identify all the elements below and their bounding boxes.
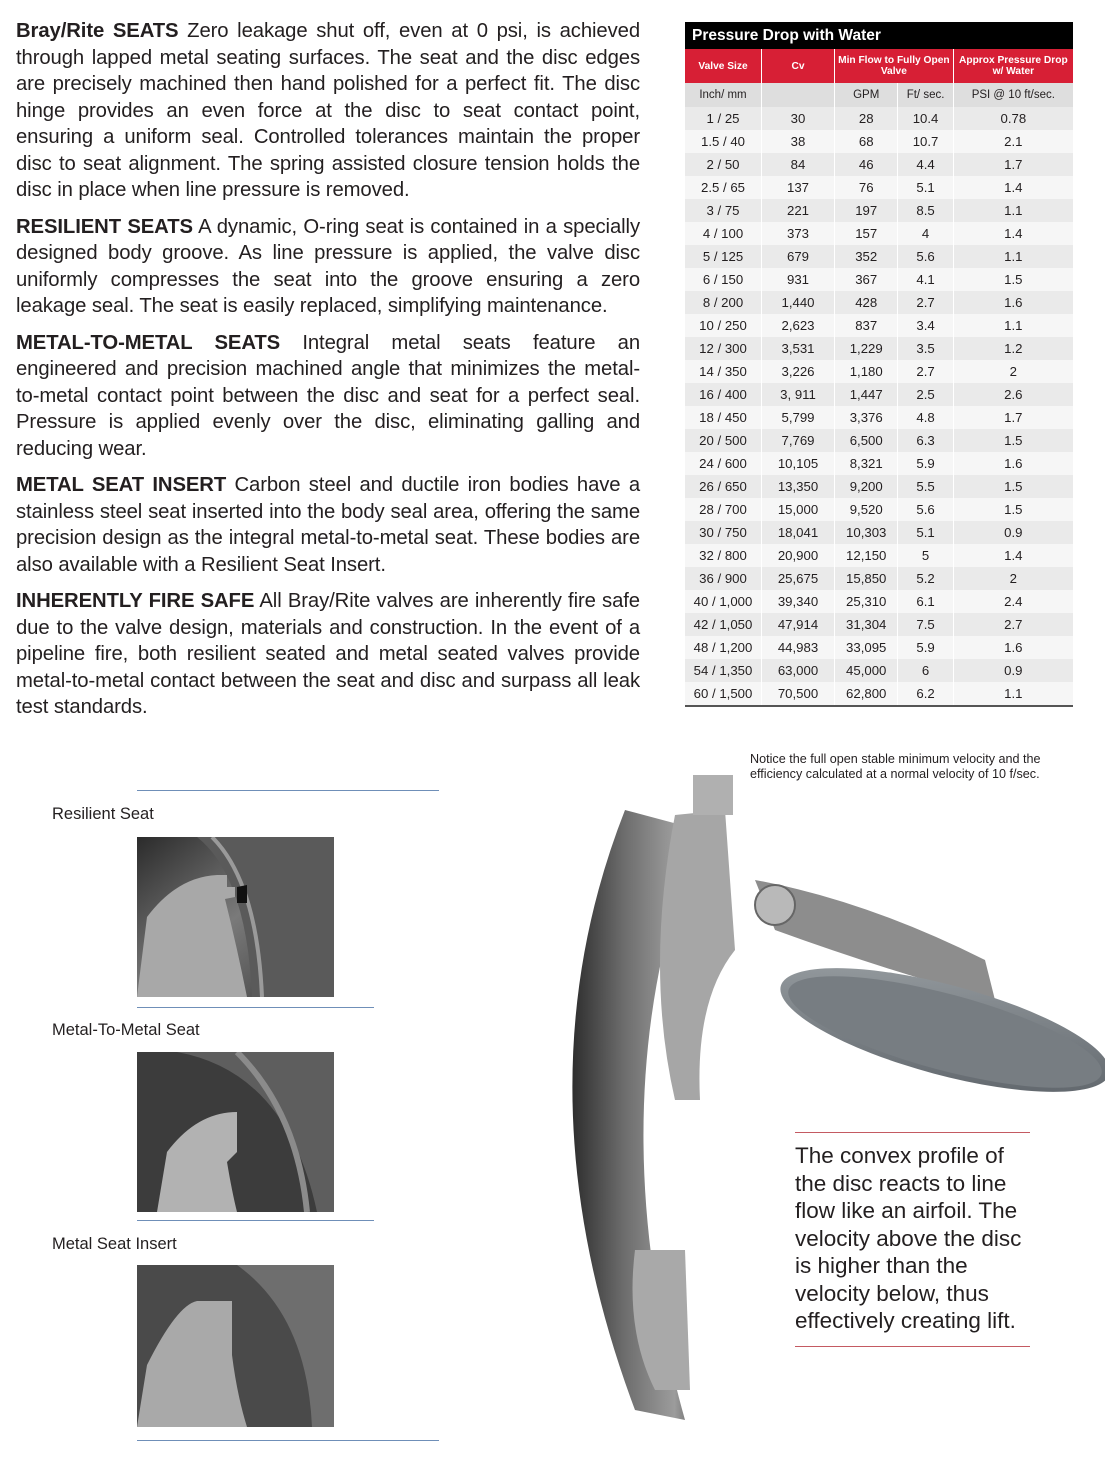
table-cell: 1.5 / 40: [685, 130, 762, 153]
table-cell: 1,180: [835, 360, 898, 383]
table-cell: 48 / 1,200: [685, 636, 762, 659]
table-cell: 5.6: [898, 498, 953, 521]
header-cv: Cv: [762, 49, 835, 83]
table-cell: 10,303: [835, 521, 898, 544]
table-cell: 5.5: [898, 475, 953, 498]
header-min-flow: Min Flow to Fully Open Valve: [835, 49, 954, 83]
divider-rule: [137, 790, 439, 791]
table-cell: 1,440: [762, 291, 835, 314]
table-cell: 5.1: [898, 521, 953, 544]
table-cell: 5.9: [898, 452, 953, 475]
table-row: [685, 130, 1073, 153]
table-title: Pressure Drop with Water: [685, 22, 1073, 49]
table-cell: 25,310: [835, 590, 898, 613]
table-cell: 3, 911: [762, 383, 835, 406]
table-cell: 6: [898, 659, 953, 682]
divider-rule: [137, 1440, 439, 1441]
table-cell: 221: [762, 199, 835, 222]
unit-cell: PSI @ 10 ft/sec.: [953, 83, 1073, 107]
table-cell: 5.9: [898, 636, 953, 659]
table-row: [685, 153, 1073, 176]
table-cell: 2,623: [762, 314, 835, 337]
table-cell: 0.78: [953, 107, 1073, 130]
resilient-seat-image: [137, 837, 334, 997]
table-cell: 4.1: [898, 268, 953, 291]
table-cell: 44,983: [762, 636, 835, 659]
table-row: [685, 475, 1073, 498]
header-valve-size: Valve Size: [685, 49, 762, 83]
table-cell: 32 / 800: [685, 544, 762, 567]
table-cell: 1.1: [953, 314, 1073, 337]
table-cell: 14 / 350: [685, 360, 762, 383]
table-cell: 24 / 600: [685, 452, 762, 475]
table-cell: 1,447: [835, 383, 898, 406]
table-cell: 2.5: [898, 383, 953, 406]
body-text: Carbon steel and ductile iron bodies have a stainless steel seat inserted into the body seal area, offering the same precision design as the integral metal-to-metal seat. These bodies are also available with a Resilient Seat Insert.: [16, 474, 641, 576]
table-cell: 5,799: [762, 406, 835, 429]
table-row: [685, 659, 1073, 682]
table-cell: 352: [835, 245, 898, 268]
table-cell: 7.5: [898, 613, 953, 636]
table-cell: 42 / 1,050: [685, 613, 762, 636]
table-row: [685, 222, 1073, 245]
table-cell: 1.7: [953, 153, 1073, 176]
paragraph-fire-safe: [16, 588, 640, 721]
table-cell: 1.5: [953, 268, 1073, 291]
data-table: [685, 49, 1073, 707]
table-cell: 5.1: [898, 176, 953, 199]
table-cell: 3.4: [898, 314, 953, 337]
inset-label-metal-to-metal: Metal-To-Metal Seat: [52, 1021, 200, 1039]
table-cell: 2.4: [953, 590, 1073, 613]
table-cell: 931: [762, 268, 835, 291]
table-cell: 2.5 / 65: [685, 176, 762, 199]
table-cell: 3 / 75: [685, 199, 762, 222]
table-cell: 30 / 750: [685, 521, 762, 544]
table-row: [685, 613, 1073, 636]
table-cell: 4: [898, 222, 953, 245]
table-cell: 15,850: [835, 567, 898, 590]
table-cell: 1.5: [953, 475, 1073, 498]
table-cell: 197: [835, 199, 898, 222]
table-cell: 9,200: [835, 475, 898, 498]
table-cell: 1 / 25: [685, 107, 762, 130]
table-cell: 4 / 100: [685, 222, 762, 245]
table-row: [685, 544, 1073, 567]
table-cell: 33,095: [835, 636, 898, 659]
table-cell: 373: [762, 222, 835, 245]
table-cell: 3.5: [898, 337, 953, 360]
table-cell: 30: [762, 107, 835, 130]
table-cell: 7,769: [762, 429, 835, 452]
table-cell: 8 / 200: [685, 291, 762, 314]
table-header-row: [685, 49, 1073, 83]
table-cell: 1,229: [835, 337, 898, 360]
heading: RESILIENT SEATS: [16, 215, 193, 238]
pressure-drop-table: [685, 22, 1073, 707]
table-cell: 38: [762, 130, 835, 153]
table-note: Notice the full open stable minimum velocity and the efficiency calculated at a normal velocity of 10 f/sec.: [750, 752, 1041, 781]
table-row: [685, 521, 1073, 544]
table-cell: 16 / 400: [685, 383, 762, 406]
table-cell: 31,304: [835, 613, 898, 636]
table-cell: 2: [953, 360, 1073, 383]
table-cell: 5.6: [898, 245, 953, 268]
table-cell: 10,105: [762, 452, 835, 475]
table-cell: 5 / 125: [685, 245, 762, 268]
heading: Bray/Rite SEATS: [16, 20, 179, 42]
table-row: [685, 107, 1073, 130]
table-row: [685, 268, 1073, 291]
table-cell: 63,000: [762, 659, 835, 682]
table-cell: 54 / 1,350: [685, 659, 762, 682]
table-cell: 12 / 300: [685, 337, 762, 360]
heading: METAL-TO-METAL SEATS: [16, 331, 281, 354]
table-cell: 2: [953, 567, 1073, 590]
table-cell: 5.2: [898, 567, 953, 590]
table-cell: 20 / 500: [685, 429, 762, 452]
table-cell: 20,900: [762, 544, 835, 567]
table-cell: 10 / 250: [685, 314, 762, 337]
table-cell: 28: [835, 107, 898, 130]
table-cell: 0.9: [953, 521, 1073, 544]
check-valve-cutaway-image: [525, 770, 1105, 1460]
table-cell: 8,321: [835, 452, 898, 475]
table-cell: 1.1: [953, 199, 1073, 222]
paragraph-bray-rite-seats: [16, 18, 640, 204]
table-row: [685, 245, 1073, 268]
table-cell: 62,800: [835, 682, 898, 706]
unit-cell: Ft/ sec.: [898, 83, 953, 107]
table-cell: 1.4: [953, 222, 1073, 245]
metal-seat-insert-image: [137, 1265, 334, 1427]
table-cell: 157: [835, 222, 898, 245]
table-row: [685, 590, 1073, 613]
heading: METAL SEAT INSERT: [16, 474, 227, 496]
table-cell: 428: [835, 291, 898, 314]
table-cell: 28 / 700: [685, 498, 762, 521]
table-cell: 2.7: [898, 360, 953, 383]
table-cell: 2.7: [953, 613, 1073, 636]
table-row: [685, 636, 1073, 659]
table-cell: 6.1: [898, 590, 953, 613]
unit-cell: GPM: [835, 83, 898, 107]
body-text: All Bray/Rite valves are inherently fire safe due to the valve design, materials and construction. In the event of a pipeline fire, both resilient seated and metal seated valves provide metal-to-metal contact between the seat and disc and surpass all leak test standards.: [16, 590, 640, 718]
table-cell: 367: [835, 268, 898, 291]
table-cell: 18 / 450: [685, 406, 762, 429]
table-cell: 10.4: [898, 107, 953, 130]
table-row: [685, 567, 1073, 590]
table-cell: 45,000: [835, 659, 898, 682]
table-cell: 26 / 650: [685, 475, 762, 498]
table-cell: 2.7: [898, 291, 953, 314]
table-row: [685, 383, 1073, 406]
table-cell: 10.7: [898, 130, 953, 153]
units-row: [685, 83, 1073, 107]
airfoil-callout: The convex profile of the disc reacts to line flow like an airfoil. The velocity above the disc is higher than the velocity below, thus effectively creating lift.: [795, 1143, 1022, 1333]
table-cell: 837: [835, 314, 898, 337]
table-cell: 12,150: [835, 544, 898, 567]
table-cell: 5: [898, 544, 953, 567]
table-cell: 1.5: [953, 429, 1073, 452]
table-row: [685, 360, 1073, 383]
table-cell: 60 / 1,500: [685, 682, 762, 706]
callout-rule-bottom: [795, 1346, 1030, 1347]
body-text: A dynamic, O-ring seat is contained in a specially designed body groove. As line pressure is applied, the valve disc uniformly compresses the seat into the groove ensuring a zero leakage seal. The seat is easily replaced, simplifying maintenance.: [16, 215, 640, 317]
table-cell: 1.6: [953, 291, 1073, 314]
table-cell: 679: [762, 245, 835, 268]
table-cell: 1.1: [953, 245, 1073, 268]
table-cell: 1.6: [953, 452, 1073, 475]
table-row: [685, 429, 1073, 452]
table-cell: 9,520: [835, 498, 898, 521]
table-cell: 13,350: [762, 475, 835, 498]
table-row: [685, 498, 1073, 521]
table-cell: 25,675: [762, 567, 835, 590]
table-cell: 1.1: [953, 682, 1073, 706]
table-cell: 6.3: [898, 429, 953, 452]
table-cell: 1.6: [953, 636, 1073, 659]
table-row: [685, 452, 1073, 475]
table-cell: 47,914: [762, 613, 835, 636]
divider-rule: [137, 1220, 374, 1221]
table-cell: 1.7: [953, 406, 1073, 429]
table-row: [685, 291, 1073, 314]
table-cell: 6.2: [898, 682, 953, 706]
paragraph-metal-to-metal-seats: [16, 330, 640, 463]
table-row: [685, 314, 1073, 337]
unit-cell: [762, 83, 835, 107]
table-row: [685, 176, 1073, 199]
table-cell: 18,041: [762, 521, 835, 544]
body-text: Zero leakage shut off, even at 0 psi, is achieved through lapped metal seating surfaces. The seat and the disc edges are precisely machined then hand polished for a perfect fit. The disc hinge provides an even force at the disc to seat contact point, ensuring a uniform seal. Controlled tolerances maintain the proper disc to seat alignment. The spring assisted closure tension holds the disc in place when line pressure is removed.: [16, 20, 640, 201]
callout-rule-top: [795, 1132, 1030, 1133]
table-cell: 3,531: [762, 337, 835, 360]
table-cell: 1.4: [953, 176, 1073, 199]
feature-descriptions: [16, 18, 640, 731]
table-row: [685, 199, 1073, 222]
paragraph-resilient-seats: [16, 214, 640, 320]
table-cell: 3,226: [762, 360, 835, 383]
body-text: Integral metal seats feature an engineered and precision machined angle that minimizes the metal-to-metal contact point between the disc and seat for a perfect seal. Pressure is applied evenly over the disc, eliminating galling and reducing wear.: [16, 331, 640, 460]
table-cell: 39,340: [762, 590, 835, 613]
table-cell: 40 / 1,000: [685, 590, 762, 613]
table-cell: 68: [835, 130, 898, 153]
table-cell: 4.4: [898, 153, 953, 176]
metal-to-metal-seat-image: [137, 1052, 334, 1212]
divider-rule: [137, 1007, 374, 1008]
table-cell: 46: [835, 153, 898, 176]
inset-label-resilient: Resilient Seat: [52, 805, 154, 823]
table-cell: 2.6: [953, 383, 1073, 406]
table-cell: 1.2: [953, 337, 1073, 360]
inset-label-metal-seat-insert: Metal Seat Insert: [52, 1235, 177, 1253]
table-cell: 2 / 50: [685, 153, 762, 176]
table-cell: 76: [835, 176, 898, 199]
table-cell: 3,376: [835, 406, 898, 429]
heading: INHERENTLY FIRE SAFE: [16, 590, 255, 612]
table-row: [685, 682, 1073, 706]
table-cell: 36 / 900: [685, 567, 762, 590]
header-pressure-drop: Approx Pressure Drop w/ Water: [953, 49, 1073, 83]
table-cell: 84: [762, 153, 835, 176]
table-row: [685, 406, 1073, 429]
table-cell: 15,000: [762, 498, 835, 521]
table-cell: 1.4: [953, 544, 1073, 567]
table-cell: 6 / 150: [685, 268, 762, 291]
paragraph-metal-seat-insert: [16, 472, 640, 578]
table-cell: 8.5: [898, 199, 953, 222]
table-cell: 1.5: [953, 498, 1073, 521]
unit-cell: Inch/ mm: [685, 83, 762, 107]
table-cell: 2.1: [953, 130, 1073, 153]
table-cell: 0.9: [953, 659, 1073, 682]
table-cell: 70,500: [762, 682, 835, 706]
table-cell: 137: [762, 176, 835, 199]
table-cell: 4.8: [898, 406, 953, 429]
table-cell: 6,500: [835, 429, 898, 452]
table-row: [685, 337, 1073, 360]
